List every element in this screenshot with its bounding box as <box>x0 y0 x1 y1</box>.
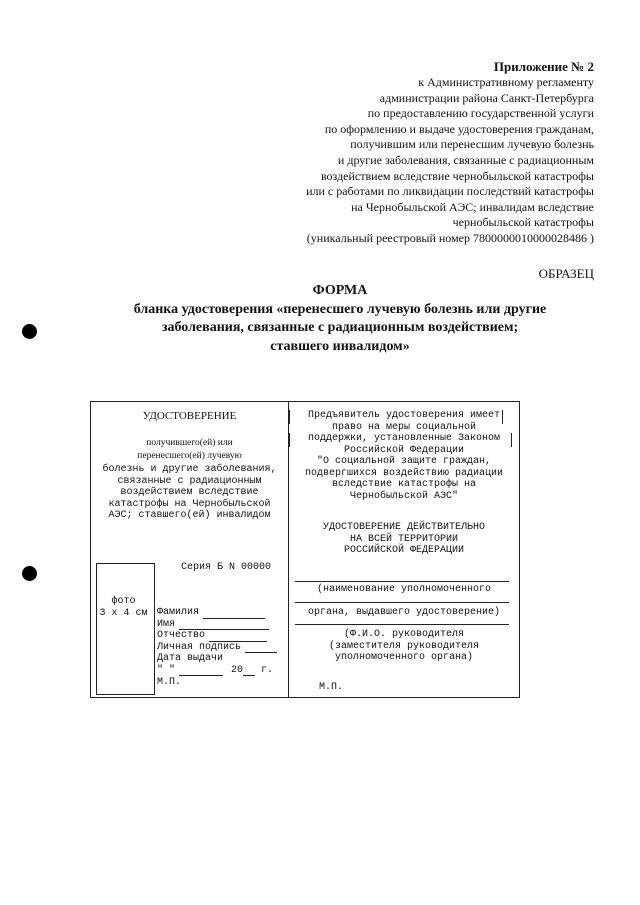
description-line: катастрофы на Чернобыльской <box>108 498 271 510</box>
card-right-side <box>289 402 519 697</box>
patronymic-row <box>157 630 277 642</box>
surname-label: Фамилия <box>157 607 200 618</box>
appendix-line: на Чернобыльской АЭС; инвалидам вследствие <box>351 199 594 214</box>
rights-line: Чернобыльской АЭС" <box>349 490 459 502</box>
appendix-line: воздействием вследствие чернобыльской катастрофы <box>320 168 594 183</box>
subtitle-line: получившего(ей) или <box>146 438 233 448</box>
rights-line: право на меры социальной <box>331 421 477 433</box>
signature-field[interactable] <box>245 643 277 653</box>
rights-text <box>289 410 519 502</box>
heading-line: заболевания, связанные с радиационным воздействием; <box>161 320 519 335</box>
heading-line: ставшего инвалидом» <box>270 338 410 354</box>
rights-line: Российской Федерации <box>343 444 465 456</box>
stamp-left: М.П. <box>157 677 182 688</box>
certificate-title: УДОСТОВЕРЕНИЕ <box>142 410 237 422</box>
rights-line: Предъявитель удостоверения имеет <box>307 410 501 421</box>
punch-hole-top <box>22 324 37 339</box>
stamp-row-left <box>157 677 277 689</box>
description-line: АЭС; ставшего(ей) инвалидом <box>108 510 271 521</box>
validity-line: НА ВСЕЙ ТЕРРИТОРИИ <box>349 533 459 545</box>
rights-line: подвергшихся воздействию радиации <box>304 467 504 479</box>
certificate-description <box>91 464 288 522</box>
description-line: связанные с радиационным <box>117 475 262 487</box>
head-signature-line[interactable] <box>295 624 509 625</box>
photo-label <box>91 596 156 619</box>
date-day: " " <box>157 664 176 676</box>
stamp-right: М.П. <box>319 682 344 693</box>
rights-line: поддержки, установленные Законом <box>307 433 501 444</box>
date-year-field[interactable] <box>243 666 255 676</box>
name-row <box>157 619 277 631</box>
date-year-prefix: 20 <box>231 664 244 676</box>
appendix-block <box>234 58 594 247</box>
date-row <box>157 665 277 677</box>
photo-box <box>96 563 155 695</box>
validity-line: УДОСТОВЕРЕНИЕ ДЕЙСТВИТЕЛЬНО <box>322 522 486 533</box>
rights-line: вследствие катастрофы на <box>331 479 477 490</box>
appendix-title: Приложение № 2 <box>493 59 594 74</box>
card-left-side <box>91 402 288 697</box>
appendix-line: получившим или перенесшим лучевую болезнь <box>350 137 594 152</box>
validity-text <box>289 522 519 557</box>
head-caption-line: (заместителя руководителя <box>328 640 480 652</box>
appendix-line: по предоставлению государственной услуги <box>367 106 594 121</box>
heading-line: бланка удостоверения «перенесшего лучевую болезнь или другие <box>133 301 547 317</box>
authority-name-line[interactable] <box>295 581 509 582</box>
surname-row <box>157 607 277 619</box>
appendix-line: или с работами по ликвидации последствий катастрофы <box>306 184 594 199</box>
rights-line: "О социальной защите граждан, <box>316 456 492 467</box>
sample-label: ОБРАЗЕЦ <box>538 266 594 281</box>
surname-field[interactable] <box>203 609 265 619</box>
head-caption-line: уполномоченного органа) <box>334 652 474 663</box>
signature-row <box>157 642 277 654</box>
photo-label-line: фото <box>111 596 136 607</box>
appendix-line: (уникальный реестровый номер 7800000010000028486 ) <box>306 230 594 245</box>
form-heading <box>80 282 600 356</box>
authority-caption-2: органа, выдавшего удостоверение) <box>307 607 501 618</box>
authority-name-line-2[interactable] <box>295 602 509 603</box>
validity-line: РОССИЙСКОЙ ФЕДЕРАЦИИ <box>343 545 465 556</box>
series-number: Серия Б N 00000 <box>181 562 272 573</box>
appendix-line: чернобыльской катастрофы <box>452 215 594 230</box>
certificate-subtitle <box>91 437 288 462</box>
date-year-suffix: г. <box>261 664 274 676</box>
heading-line: ФОРМА <box>312 283 368 298</box>
signature-label: Личная подпись <box>157 641 242 653</box>
punch-hole-bottom <box>22 566 37 581</box>
head-caption <box>289 629 519 664</box>
appendix-line: администрации района Санкт-Петербурга <box>379 90 594 105</box>
authority-caption-1: (наименование уполномоченного <box>316 584 492 595</box>
patronymic-field[interactable] <box>209 632 267 642</box>
appendix-line: к Административному регламенту <box>418 75 594 89</box>
appendix-line: по оформлению и выдаче удостоверения гражданам, <box>324 121 594 136</box>
date-month-field[interactable] <box>179 666 223 676</box>
issue-date-row <box>157 653 277 665</box>
head-caption-line: (Ф.И.О. руководителя <box>343 629 465 640</box>
certificate-form <box>90 401 520 698</box>
photo-label-line: 3 х 4 см <box>99 607 148 619</box>
patronymic-label: Отчество <box>157 630 206 641</box>
name-field[interactable] <box>179 620 269 630</box>
description-line: болезнь и другие заболевания, <box>102 464 277 475</box>
issue-date-label: Дата выдачи <box>157 653 224 664</box>
description-line: воздействием вследствие <box>120 487 259 498</box>
holder-fields <box>157 607 277 689</box>
name-label: Имя <box>157 618 176 630</box>
subtitle-line: перенесшего(ей) лучевую <box>137 450 242 461</box>
appendix-line: и другие заболевания, связанные с радиационным <box>337 152 594 167</box>
